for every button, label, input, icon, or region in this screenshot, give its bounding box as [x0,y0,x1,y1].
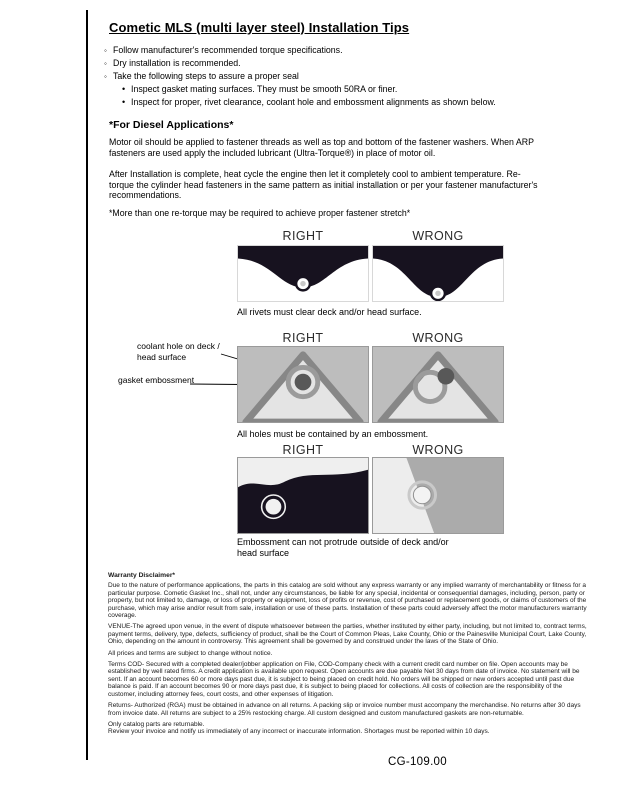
legal-paragraph: Returns- Authorized (RGA) must be obtained in advance on all returns. A packing slip or invoice number must accompany the merchandise. No returns after 30 days from invoice date. All returns are subject to a 25% restocking charge. All custom designed and custom manufactured gaskets are non-returnable. [108,702,581,717]
filled-bullet-icon: • [122,97,126,107]
tip-text: Inspect gasket mating surfaces. They must be smooth 50RA or finer. [131,84,398,94]
tip-text: Follow manufacturer's recommended torque specifications. [113,45,343,55]
page-title: Cometic MLS (multi layer steel) Installation Tips [109,20,410,35]
rivet-right-illustration [238,246,368,301]
diagram-caption-rivets: All rivets must clear deck and/or head surface. [237,307,422,317]
open-bullet-icon: ◦ [104,72,107,81]
diagram-caption-holes: All holes must be contained by an embossment. [237,429,429,439]
wrong-label: WRONG [412,443,464,457]
diagram-embossment-wrong [372,346,504,423]
protrusion-right-illustration [238,458,368,533]
tip-item [104,70,584,83]
wrong-label: WRONG [412,331,464,345]
diagram-caption-protrusion: Embossment can not protrude outside of deck and/or head surface [237,537,449,558]
legal-paragraph: Only catalog parts are returnable. [108,720,205,728]
diagram-rivet-right [237,245,369,302]
diagram-protrusion-right [237,457,369,534]
installation-tips-list [104,44,584,109]
tip-item [104,57,584,70]
coolant-hole-label: coolant hole on deck / head surface [137,341,220,362]
tip-text: Take the following steps to assure a proper seal [113,71,299,81]
right-label: RIGHT [282,331,324,345]
tip-sub-item [104,83,584,96]
tip-sub-item [104,96,584,109]
diesel-paragraph-2: After Installation is complete, heat cycle the engine then let it completely cool to ambient temperature. Re-torque the cylinder head fasteners in the same pattern as initial installation or per your fastener manufacturer's recommendations. [109,169,538,201]
gasket-embossment-label: gasket embossment [118,375,195,385]
rivet-wrong-illustration [373,246,503,301]
right-label: RIGHT [282,443,324,457]
filled-bullet-icon: • [122,84,126,94]
right-label: RIGHT [282,229,324,243]
page-code: CG-109.00 [388,756,447,768]
legal-paragraph: All prices and terms are subject to change without notice. [108,649,273,657]
diagram-embossment-right [237,346,369,423]
legal-disclaimer [108,572,591,740]
open-bullet-icon: ◦ [104,59,107,68]
legal-paragraph: Due to the nature of performance applications, the parts in this catalog are sold without any express warranty or any implied warranty of merchantability or fitness for a particular purpose. Cometic Gasket Inc., shall not, under any circumstances, be liable for any special, incidental or consequential damages, including, person, party or property, but not limited to, damage, or loss of property or equipment, loss of profits or revenue, cost of purchased or replacement goods, or claims of customers of the purchase, which may arise and/or result from sale, installation or use of these parts. Installation of these parts could adversely affect the motor manufacturers warranty coverage. [108,582,587,620]
diesel-applications-heading: *For Diesel Applications* [109,119,234,131]
diesel-paragraph-1: Motor oil should be applied to fastener threads as well as top and bottom of the fastener washers. When ARP fasteners are used apply the included lubricant (Ultra-Torque®) in place of motor oil. [109,137,534,158]
legal-paragraph: Review your invoice and notify us immediately of any incorrect or inaccurate information. Shortages must be reported within 10 days. [108,728,490,736]
embossment-right-illustration [238,347,368,422]
tip-item [104,44,584,57]
diagram-rivet-wrong [372,245,504,302]
legal-paragraph: VENUE-The agreed upon venue, in the event of dispute whatsoever between the parties, whether instituted by either party, including, but not limited to, contract terms, payment terms, delivery, type, defects, sufficiency of product, shall be the Court of Common Pleas, Lake County, Ohio or the Painesville Municipal Court, Lake County, Ohio, depending on the amount in controversy. This agreement shall be governed by and construed under the laws of the State of Ohio. [108,623,587,646]
retorque-note: *More than one re-torque may be required to achieve proper fastener stretch* [109,208,411,218]
tip-text: Dry installation is recommended. [113,58,241,68]
diagram-protrusion-wrong [372,457,504,534]
warranty-disclaimer-heading: Warranty Disclaimer* [108,572,176,579]
open-bullet-icon: ◦ [104,46,107,55]
embossment-wrong-illustration [373,347,503,422]
wrong-label: WRONG [412,229,464,243]
left-border-rule [86,10,88,760]
legal-paragraph: Terms COD- Secured with a completed dealer/jobber application on File, COD-Company check with a current credit card number on file. Open accounts may be established by well rated firms. A credit application is available upon request. Open accounts are due payable Net 30 days from date of invoice. No statement will be sent. If an account becomes 60 or more days past due, it is subject to being placed on credit hold. No orders will be shipped or new orders accepted until past due balance is paid. If an account becomes 90 or more days past due, it is subject to being placed for collections. All costs of collection are the responsibility of the customer, including attorney fees, court costs, and other expenses of litigation. [108,661,580,698]
protrusion-wrong-illustration [373,458,503,533]
tip-text: Inspect for proper, rivet clearance, coolant hole and embossment alignments as shown below. [131,97,496,107]
